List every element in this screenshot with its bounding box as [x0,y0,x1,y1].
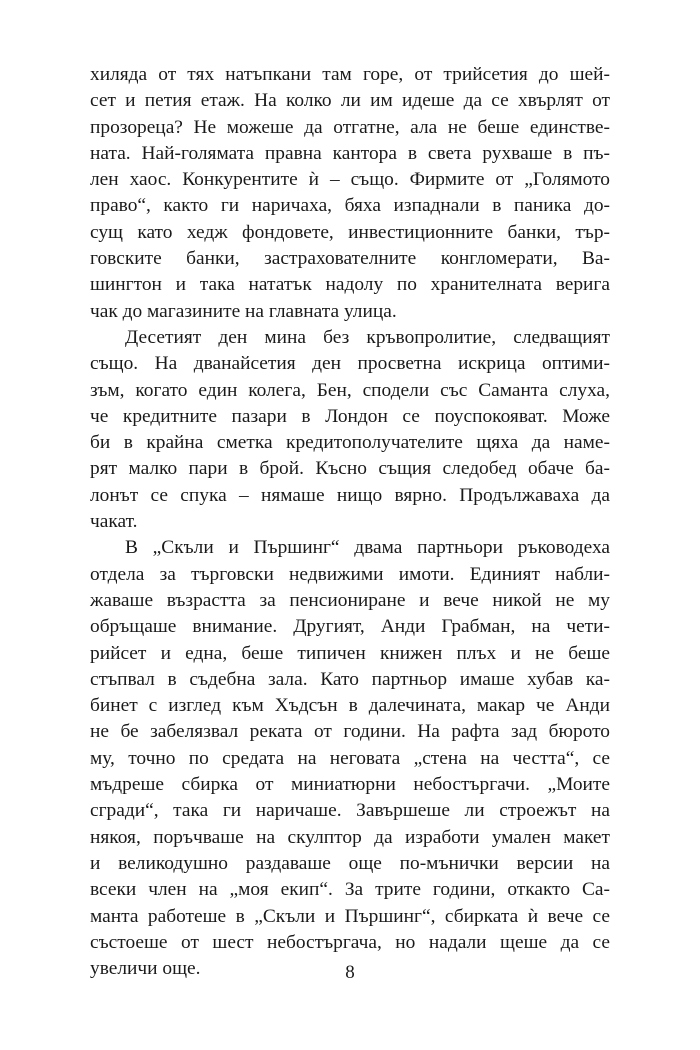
text-line: сгради“, така ги наричаше. Завършеше ли строежът на [90,800,610,822]
text-line: отдела за търговски недвижими имоти. Единият набли- [90,563,610,585]
text-line: всеки член на „моя екип“. За трите години, откакто Са- [90,879,610,901]
text-line: и великодушно раздаваше още по-мънички версии на [90,852,610,874]
paragraph-2 [90,325,610,535]
text-line: някоя, поръчваше на скулптор да изработи умален макет [90,826,610,848]
text-line: манта работеше в „Скъли и Пършинг“, сбирката ѝ вече се [90,905,610,927]
text-line: Десетият ден мина без кръвопролитие, следващият [125,326,610,348]
text-line: сущ като хедж фондовете, инвестиционните банки, тър- [90,221,610,243]
page-number: 8 [345,962,355,983]
text-line: хиляда от тях натъпкани там горе, от трийсетия до шей- [90,64,610,85]
paragraph-3 [90,535,610,982]
text-line: също. На дванайсетия ден просветна искрица оптими- [90,353,610,375]
text-line: прозореца? Не можеше да отгатне, ала не беше единстве- [90,116,610,138]
text-line: рийсет и една, беше типичен книжен плъх и не беше [90,642,610,664]
text-line: обръщаше внимание. Другият, Анди Грабман, на чети- [90,616,610,638]
text-line: В „Скъли и Пършинг“ двама партньори ръководеха [125,537,610,559]
text-line: мъдреше сбирка от миниатюрни небостъргачи. „Моите [90,774,610,796]
paragraph-1 [90,62,610,325]
text-line: увеличи още. [90,958,201,980]
text-line: ната. Най-голямата правна кантора в света рухваше в пъ- [90,142,610,164]
text-line: лен хаос. Конкурентите ѝ – също. Фирмите от „Голямото [90,169,610,191]
text-line: бинет с изглед към Хъдсън в далечината, макар че Анди [90,695,610,717]
text-line: му, точно по средата на неговата „стена на честта“, се [90,747,610,769]
text-line: чакат. [90,511,138,533]
text-line: стъпвал в съдебна зала. Като партньор имаше хубав ка- [90,668,610,690]
text-line: би в крайна сметка кредитополучателите щяха да наме- [90,432,610,454]
text-line: че кредитните пазари в Лондон се поуспокояват. Може [90,405,610,427]
body-text [90,62,610,982]
text-line: не бе забелязвал реката от години. На рафта зад бюрото [90,721,610,743]
text-line: право“, както ги наричаха, бяха изпаднали в паника до- [90,195,610,217]
text-line: чак до магазините на главната улица. [90,300,397,322]
text-line: лонът се спука – нямаше нищо вярно. Продължаваха да [90,484,610,506]
text-line: говските банки, застрахователните конгломерати, Ва- [90,248,610,270]
text-line: жаваше възрастта за пенсиониране и вече никой не му [90,589,610,611]
text-line: шингтон и така нататък надолу по хранителната верига [90,274,610,296]
text-line: сет и петия етаж. На колко ли им идеше да се хвърлят от [90,90,610,112]
text-line: състоеше от шест небостъргача, но надали щеше да се [90,931,610,953]
text-line: зъм, когато един колега, Бен, сподели със Саманта слуха, [90,379,610,401]
text-line: рят малко пари в брой. Късно същия следобед обаче ба- [90,458,610,480]
